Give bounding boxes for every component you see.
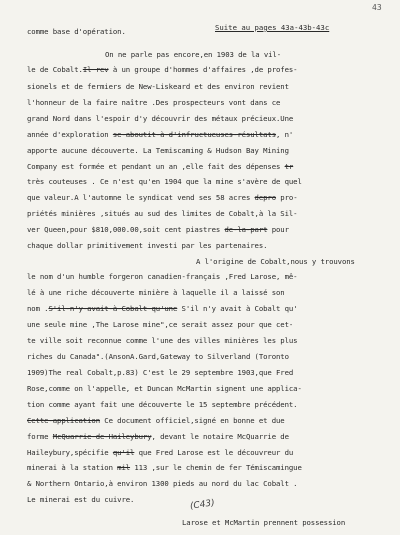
text-line-main: Haileybury,spécifie xyxy=(27,448,113,457)
text-line xyxy=(27,400,297,409)
header-note: Suite au pages 43a-43b-43c xyxy=(215,23,330,32)
text-line-continuation: à un groupe d'hommes d'affaires ,de profes- xyxy=(108,65,298,74)
text-line-main: année d'exploration xyxy=(27,130,113,139)
struck-text: mil xyxy=(117,463,131,472)
text-line xyxy=(27,479,297,488)
struck-text: tr xyxy=(284,162,294,171)
text-line-continuation: , n' xyxy=(276,130,294,139)
struck-text: S'il-n'y-avait-à-Cobalt-qu'une xyxy=(48,304,178,313)
text-line-continuation: , devant le notaire McQuarrie de xyxy=(151,432,289,441)
text-line-main: le nom d'un humble forgeron canadien-français ,Fred Larose, mê- xyxy=(27,272,298,281)
text-line-continuation: 113 ,sur le chemin de fer Témiscamingue xyxy=(130,463,302,472)
text-line-main: Company est formée et pendant un an ,elle fait des dépenses xyxy=(27,162,285,171)
text-line-main: grand Nord dans l'espoir d'y découvrir des métaux précieux.Une xyxy=(27,114,294,123)
text-line-main: tion comme ayant fait une découverte le 15 septembre précédent. xyxy=(27,400,298,409)
struck-text: qu'il xyxy=(112,448,135,457)
text-line-main: Rose,comme on l'appelle, et Duncan McMartin signent une applica- xyxy=(27,384,302,393)
text-line xyxy=(27,432,289,441)
struck-text: Cette-application xyxy=(27,416,100,425)
text-line-main: le de Cobalt. xyxy=(27,65,83,74)
text-line xyxy=(27,448,293,457)
text-line-main: l'honneur de la faire naître .Des prospecteurs vont dans ce xyxy=(27,98,281,107)
text-line-main: que valeur.A l'automne le syndicat vend ses 58 acres xyxy=(27,193,255,202)
text-line xyxy=(27,98,280,107)
text-line-main: On ne parle pas encore,en 1903 de la vil- xyxy=(105,50,282,59)
text-line xyxy=(27,416,285,425)
text-line-main: Larose et McMartin prennent possession xyxy=(182,518,346,527)
text-line xyxy=(27,336,297,345)
text-line-main: 1909)The real Cobalt,p.83) C'est le 29 septembre 1903,que Fred xyxy=(27,368,294,377)
struck-text: McQuarrie-de-Haileybury xyxy=(52,432,152,441)
text-line xyxy=(27,352,289,361)
text-line xyxy=(27,82,289,91)
struck-text: se-aboutit-à-d'infructueuses-résultats xyxy=(112,130,277,139)
page-number: 43 xyxy=(372,3,382,12)
text-line-main: A l'origine de Cobalt,nous y trouvons xyxy=(196,257,355,266)
text-line xyxy=(27,384,302,393)
text-line-continuation: pour xyxy=(267,225,289,234)
text-line xyxy=(27,193,297,202)
text-line xyxy=(27,146,289,155)
struck-text: de-la-part xyxy=(224,225,268,234)
text-line-continuation: Ce document officiel,signé en bonne et due xyxy=(99,416,285,425)
text-line xyxy=(27,288,285,297)
text-line-main: nom . xyxy=(27,304,49,313)
text-line-main: une seule mine ,The Larose mine",ce serait assez pour que cet- xyxy=(27,320,294,329)
text-line-main: te ville soit reconnue comme l'une des villes minières les plus xyxy=(27,336,298,345)
text-line xyxy=(27,27,126,36)
text-line xyxy=(27,162,293,171)
text-line xyxy=(27,495,134,504)
text-line-main: ver Queen,pour $810,000.00,soit cent piastres xyxy=(27,225,225,234)
text-line xyxy=(27,320,293,329)
text-line xyxy=(27,209,297,218)
text-line xyxy=(27,177,302,186)
text-line-main: chaque dollar primitivement investi par les partenaires. xyxy=(27,241,268,250)
text-line xyxy=(27,225,289,234)
text-line-main: riches du Canada".(AnsonA.Gard,Gateway to Silverland (Toronto xyxy=(27,352,289,361)
text-line xyxy=(27,65,297,74)
text-line-main: très couteuses . Ce n'est qu'en 1904 que la mine s'avère de quel xyxy=(27,177,302,186)
text-line xyxy=(27,304,297,313)
text-line-main: comme base d'opération. xyxy=(27,27,126,36)
text-line-main: sionels et de fermiers de New-Liskeard et des environ revient xyxy=(27,82,289,91)
text-line-main: & Northern Ontario,à environ 1300 pieds au nord du lac Cobalt . xyxy=(27,479,298,488)
text-line-main: forme xyxy=(27,432,53,441)
text-line-continuation: pro- xyxy=(276,193,298,202)
text-line xyxy=(27,130,293,139)
text-line-main: priétés minières ,situés au sud des limites de Cobalt,à la Sil- xyxy=(27,209,298,218)
struck-text: depro xyxy=(254,193,277,202)
handwritten-mark: (C43) xyxy=(189,498,216,512)
struck-text: Il rev xyxy=(82,65,109,74)
text-line-main: minerai à la station xyxy=(27,463,118,472)
text-line xyxy=(196,257,355,266)
text-line-main: Le minerai est du cuivre. xyxy=(27,495,135,504)
text-line-continuation: S'il n'y avait à Cobalt qu' xyxy=(177,304,298,313)
text-line xyxy=(27,114,293,123)
text-line xyxy=(182,518,345,527)
text-line xyxy=(27,241,267,250)
text-line-continuation: que Fred Larose est le découvreur du xyxy=(134,448,294,457)
text-line xyxy=(27,368,293,377)
text-line-main: apporte aucune découverte. La Temiscaming & Hudson Bay Mining xyxy=(27,146,289,155)
text-line xyxy=(27,463,302,472)
text-line xyxy=(27,272,297,281)
text-line xyxy=(105,50,281,59)
text-line-main: lé à une riche découverte minière à laquelle il a laissé son xyxy=(27,288,285,297)
